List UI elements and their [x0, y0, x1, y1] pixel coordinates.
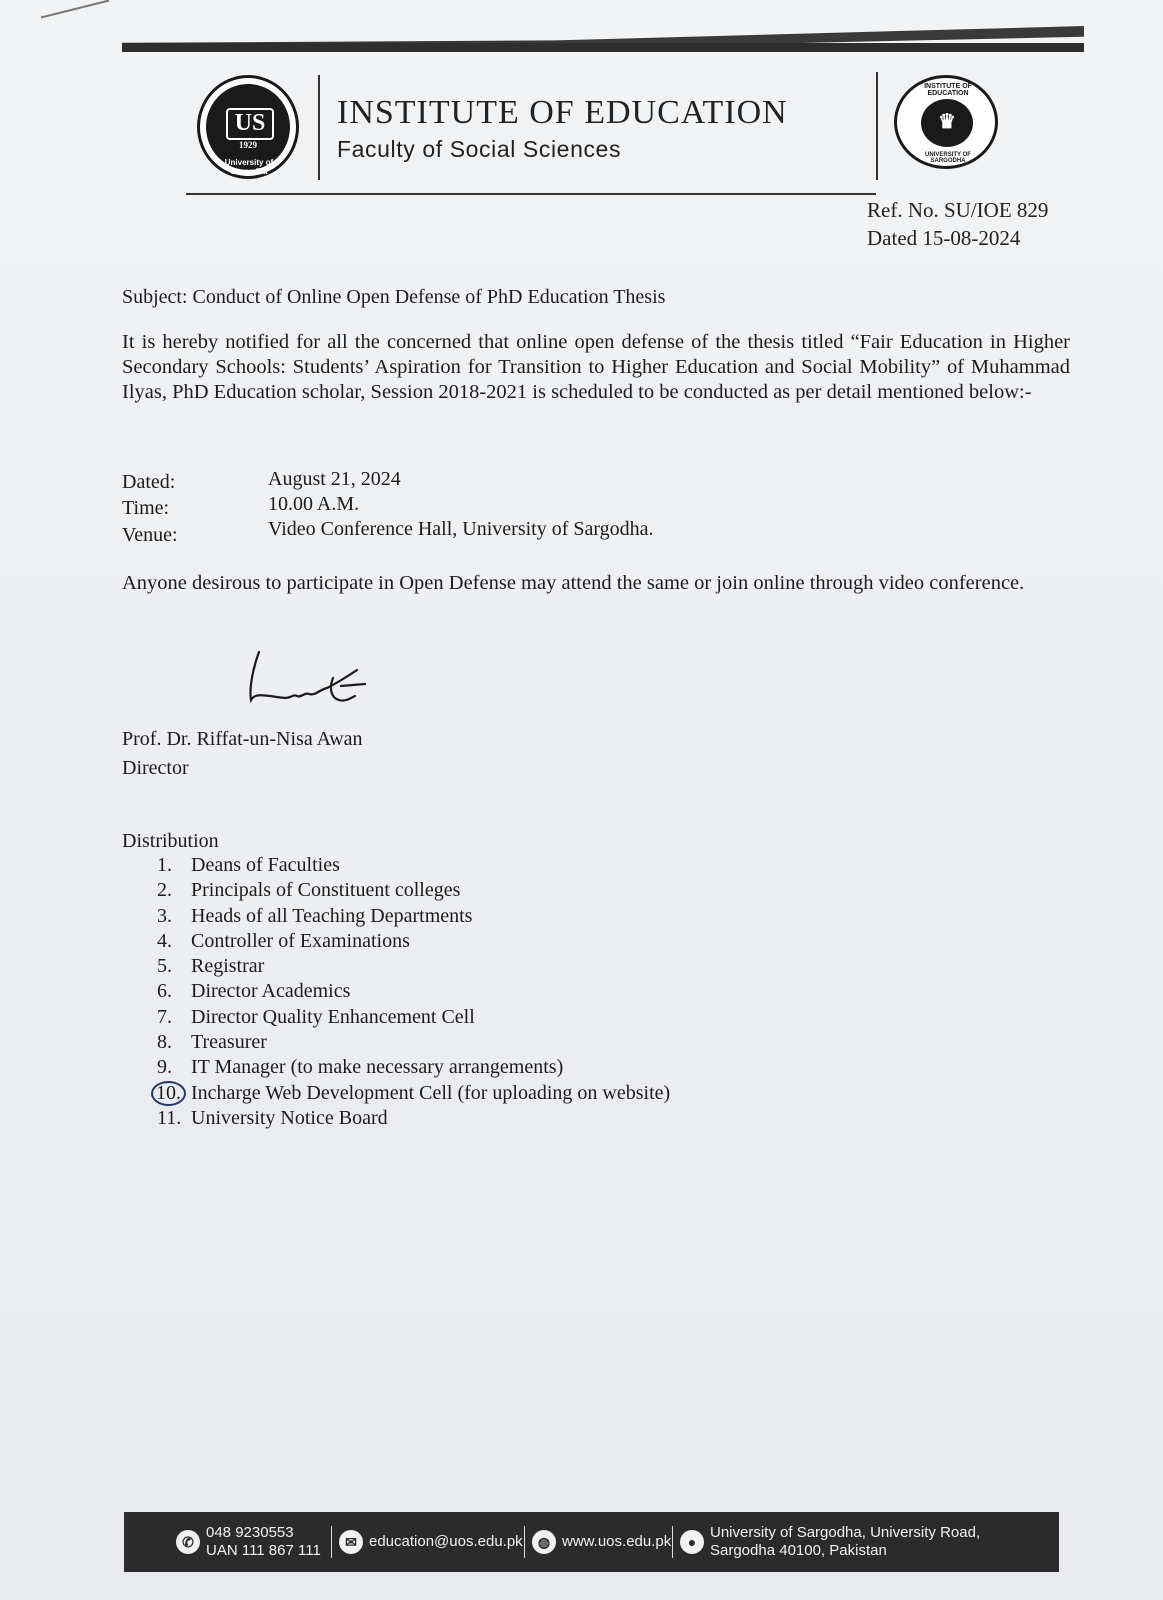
circled-item-number: 10. — [151, 1081, 186, 1106]
letterhead-top-line — [122, 43, 1084, 52]
globe-icon: ◍ — [532, 1530, 556, 1554]
reference-block — [867, 196, 1048, 252]
seal-emblem-icon: ♛ — [938, 111, 956, 133]
faculty-subtitle: Faculty of Social Sciences — [337, 136, 622, 162]
signatory-name: Prof. Dr. Riffat-un-Nisa Awan — [122, 728, 363, 750]
seal-ring-text: INSTITUTE OF EDUCATION — [924, 83, 972, 97]
footer-address — [680, 1512, 980, 1572]
list-item: 8. Treasurer — [157, 1031, 267, 1054]
list-item: 7. Director Quality Enhancement Cell — [157, 1005, 475, 1028]
footer-divider — [331, 1526, 332, 1558]
subject-line: Subject: Conduct of Online Open Defense of PhD Education Thesis — [122, 286, 666, 308]
institute-title: INSTITUTE OF EDUCATION — [337, 94, 788, 131]
reference-number: Ref. No. SU/IOE 829 — [867, 198, 1049, 222]
footer-email — [339, 1512, 523, 1572]
letterhead-footer — [124, 1512, 1059, 1572]
detail-venue-label: Venue: — [122, 524, 178, 546]
logo-monogram: US — [226, 108, 274, 140]
detail-venue-value: Video Conference Hall, University of Sargodha. — [268, 518, 654, 540]
reference-date: Dated 15-08-2024 — [867, 226, 1021, 250]
logo-year: 1929 — [239, 140, 257, 150]
list-item: 4. Controller of Examinations — [157, 929, 410, 952]
footer-divider — [524, 1526, 525, 1558]
list-item: 5. Registrar — [157, 955, 265, 978]
footer-uan: UAN 111 867 111 — [206, 1542, 321, 1559]
footer-divider — [672, 1526, 673, 1558]
detail-date-label: Dated: — [122, 471, 176, 493]
footer-phone-number: 048 9230553 — [206, 1524, 294, 1541]
list-item: 11. University Notice Board — [157, 1106, 388, 1129]
handwritten-signature — [245, 648, 375, 720]
email-icon: ✉ — [339, 1530, 363, 1554]
footer-phone — [176, 1512, 321, 1572]
list-item: 10. Incharge Web Development Cell (for uploading on website) — [157, 1081, 670, 1106]
signatory-block — [122, 725, 363, 783]
signatory-title: Director — [122, 757, 189, 779]
location-pin-icon: ● — [680, 1530, 704, 1554]
footer-address-line2: Sargodha 40100, Pakistan — [710, 1542, 887, 1559]
phone-icon: ✆ — [176, 1530, 200, 1554]
header-divider-right — [876, 72, 878, 180]
footer-address-line1: University of Sargodha, University Road, — [710, 1524, 981, 1541]
university-logo — [197, 75, 299, 179]
detail-date-value: August 21, 2024 — [268, 468, 401, 490]
list-item: 6. Director Academics — [157, 980, 351, 1003]
list-item: 3. Heads of all Teaching Departments — [157, 904, 473, 927]
header-divider-left — [318, 75, 320, 180]
notice-body: It is hereby notified for all the concerned that online open defense of the thesis titled “Fair Education in Higher Secondary Schools: Students’ Aspiration for Transition to Higher Education and Social Mobility” of Muhammad Ilyas, PhD Education scholar, Session 2018-2021 is scheduled to be conducted as per detail mentioned below:- — [122, 331, 1070, 403]
distribution-list — [157, 853, 670, 1131]
detail-time-value: 10.00 A.M. — [268, 493, 360, 515]
seal-bottom-text: UNIVERSITY OF SARGODHA — [925, 152, 971, 164]
list-item: 1. Deans of Faculties — [157, 854, 340, 876]
institute-seal — [894, 75, 998, 169]
list-item: 2. Principals of Constituent colleges — [157, 879, 461, 902]
footer-email-text: education@uos.edu.pk — [369, 1533, 523, 1550]
footer-website — [532, 1512, 671, 1572]
detail-time-label: Time: — [122, 497, 170, 519]
participation-note: Anyone desirous to participate in Open Defense may attend the same or join online through video conference. — [122, 572, 1025, 594]
distribution-title: Distribution — [122, 830, 219, 852]
header-rule — [186, 193, 876, 195]
pen-mark — [41, 0, 109, 18]
logo-ring-text: University of Sargodha — [224, 158, 274, 176]
footer-website-text: www.uos.edu.pk — [562, 1533, 672, 1550]
list-item: 9. IT Manager (to make necessary arrangements) — [157, 1056, 564, 1079]
